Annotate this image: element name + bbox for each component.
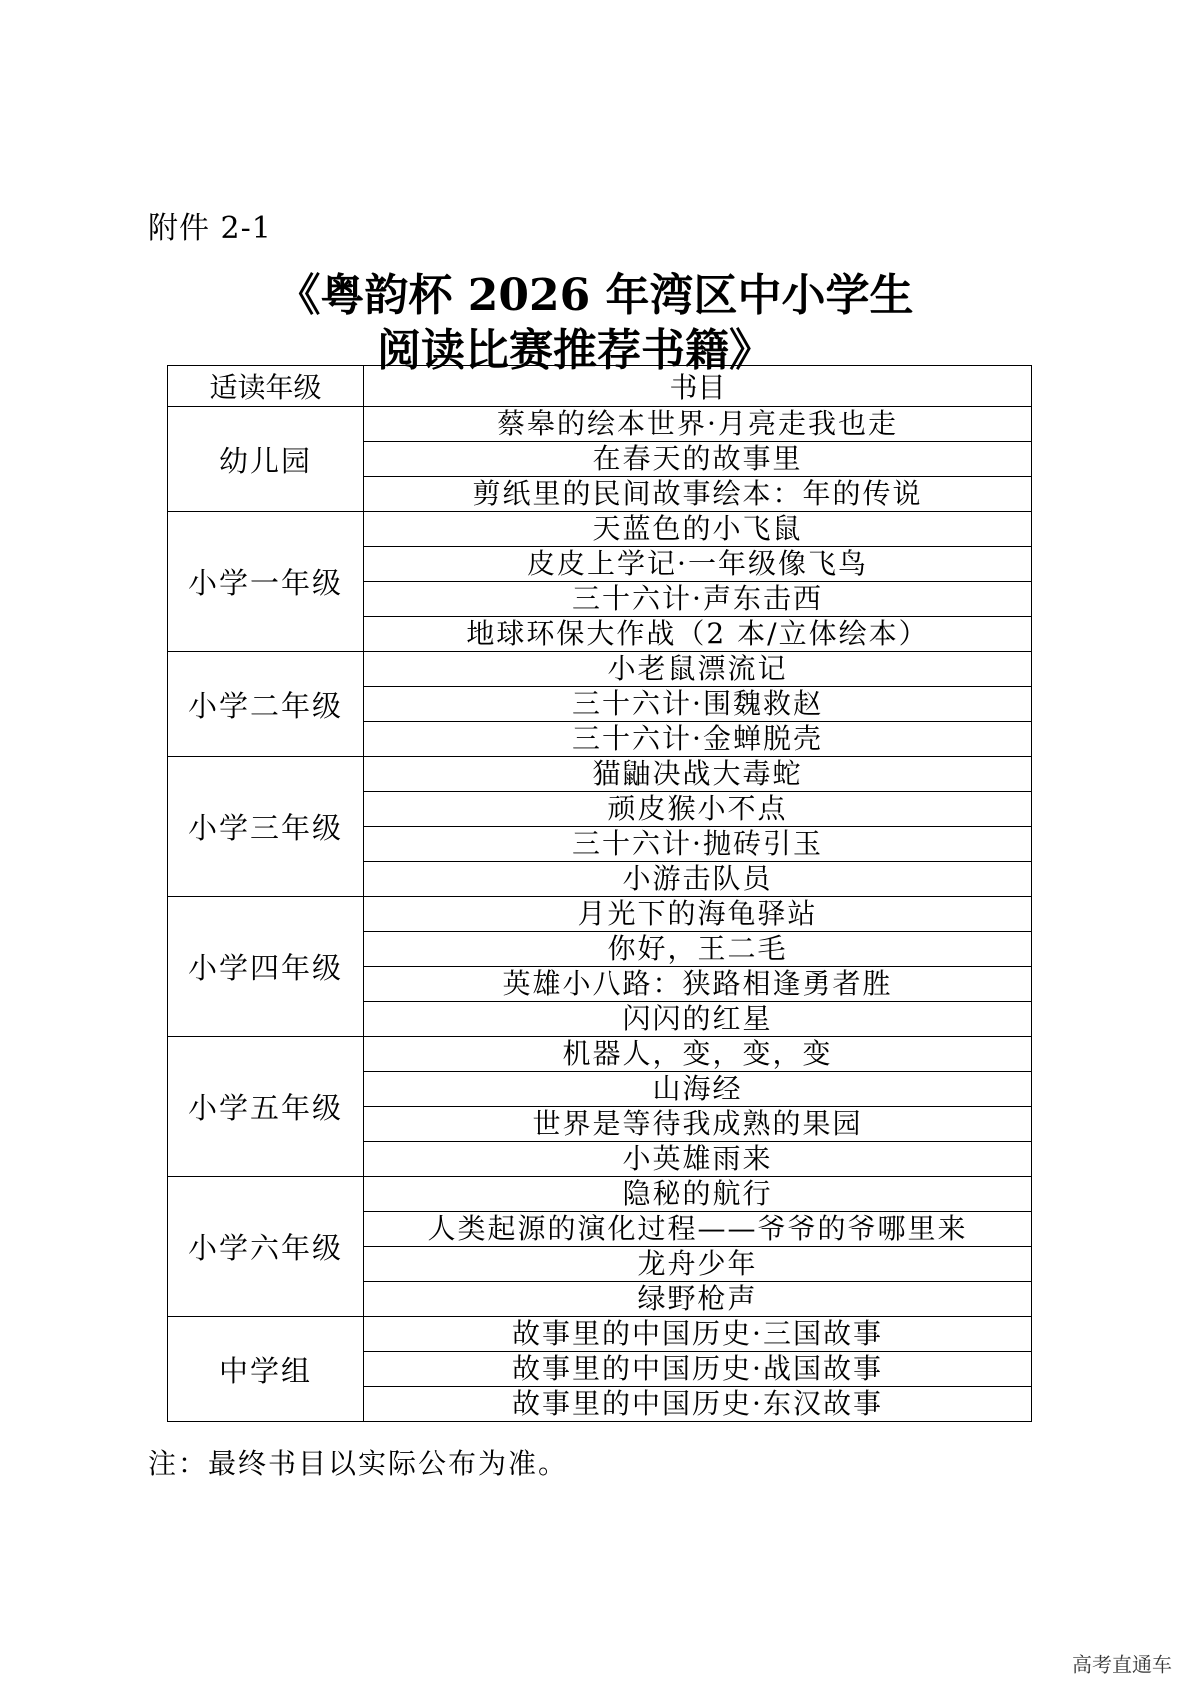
book-title-cell: 小老鼠漂流记	[364, 652, 1032, 687]
book-title-cell: 三十六计·抛砖引玉	[364, 827, 1032, 862]
book-title-cell: 人类起源的演化过程——爷爷的爷哪里来	[364, 1212, 1032, 1247]
book-title-cell: 小游击队员	[364, 862, 1032, 897]
book-title-cell: 故事里的中国历史·战国故事	[364, 1352, 1032, 1387]
book-title-cell: 天蓝色的小飞鼠	[364, 512, 1032, 547]
book-title-cell: 三十六计·围魏救赵	[364, 687, 1032, 722]
table-row	[168, 757, 1032, 792]
book-title-cell: 山海经	[364, 1072, 1032, 1107]
grade-cell: 小学三年级	[168, 757, 364, 897]
book-title-cell: 月光下的海龟驿站	[364, 897, 1032, 932]
book-title-cell: 英雄小八路：狭路相逢勇者胜	[364, 967, 1032, 1002]
watermark-text: 高考直通车	[1072, 1652, 1172, 1677]
book-title-cell: 世界是等待我成熟的果园	[364, 1107, 1032, 1142]
book-title-cell: 顽皮猴小不点	[364, 792, 1032, 827]
table-body	[168, 407, 1032, 1422]
book-title-cell: 地球环保大作战（2 本/立体绘本）	[364, 617, 1032, 652]
attachment-label: 附件 2-1	[148, 211, 272, 246]
book-title-cell: 闪闪的红星	[364, 1002, 1032, 1037]
grade-cell: 小学六年级	[168, 1177, 364, 1317]
table-row	[168, 1177, 1032, 1212]
book-title-cell: 机器人，变，变，变	[364, 1037, 1032, 1072]
document-title	[0, 268, 1190, 378]
grade-cell: 小学二年级	[168, 652, 364, 757]
book-title-cell: 三十六计·声东击西	[364, 582, 1032, 617]
title-line-1: 《粤韵杯 2026 年湾区中小学生	[276, 270, 914, 321]
book-title-cell: 故事里的中国历史·东汉故事	[364, 1387, 1032, 1422]
book-title-cell: 隐秘的航行	[364, 1177, 1032, 1212]
book-title-cell: 剪纸里的民间故事绘本：年的传说	[364, 477, 1032, 512]
book-title-cell: 在春天的故事里	[364, 442, 1032, 477]
book-title-cell: 皮皮上学记·一年级像飞鸟	[364, 547, 1032, 582]
table-row	[168, 1317, 1032, 1352]
footnote: 注：最终书目以实际公布为准。	[148, 1447, 569, 1480]
table-row	[168, 512, 1032, 547]
grade-cell: 小学四年级	[168, 897, 364, 1037]
book-title-cell: 你好，王二毛	[364, 932, 1032, 967]
grade-cell: 小学一年级	[168, 512, 364, 652]
book-title-cell: 龙舟少年	[364, 1247, 1032, 1282]
table-header-row	[168, 366, 1032, 407]
table-row	[168, 1037, 1032, 1072]
table-row	[168, 407, 1032, 442]
grade-cell: 幼儿园	[168, 407, 364, 512]
header-grade: 适读年级	[168, 366, 364, 407]
grade-cell: 小学五年级	[168, 1037, 364, 1177]
book-title-cell: 猫鼬决战大毒蛇	[364, 757, 1032, 792]
book-title-cell: 绿野枪声	[364, 1282, 1032, 1317]
table-row	[168, 652, 1032, 687]
table-row	[168, 897, 1032, 932]
header-books: 书目	[364, 366, 1032, 407]
book-list-table	[167, 365, 1032, 1422]
book-title-cell: 故事里的中国历史·三国故事	[364, 1317, 1032, 1352]
book-title-cell: 三十六计·金蝉脱壳	[364, 722, 1032, 757]
grade-cell: 中学组	[168, 1317, 364, 1422]
book-title-cell: 蔡皋的绘本世界·月亮走我也走	[364, 407, 1032, 442]
title-line-2: 阅读比赛推荐书籍》	[377, 325, 773, 376]
book-title-cell: 小英雄雨来	[364, 1142, 1032, 1177]
